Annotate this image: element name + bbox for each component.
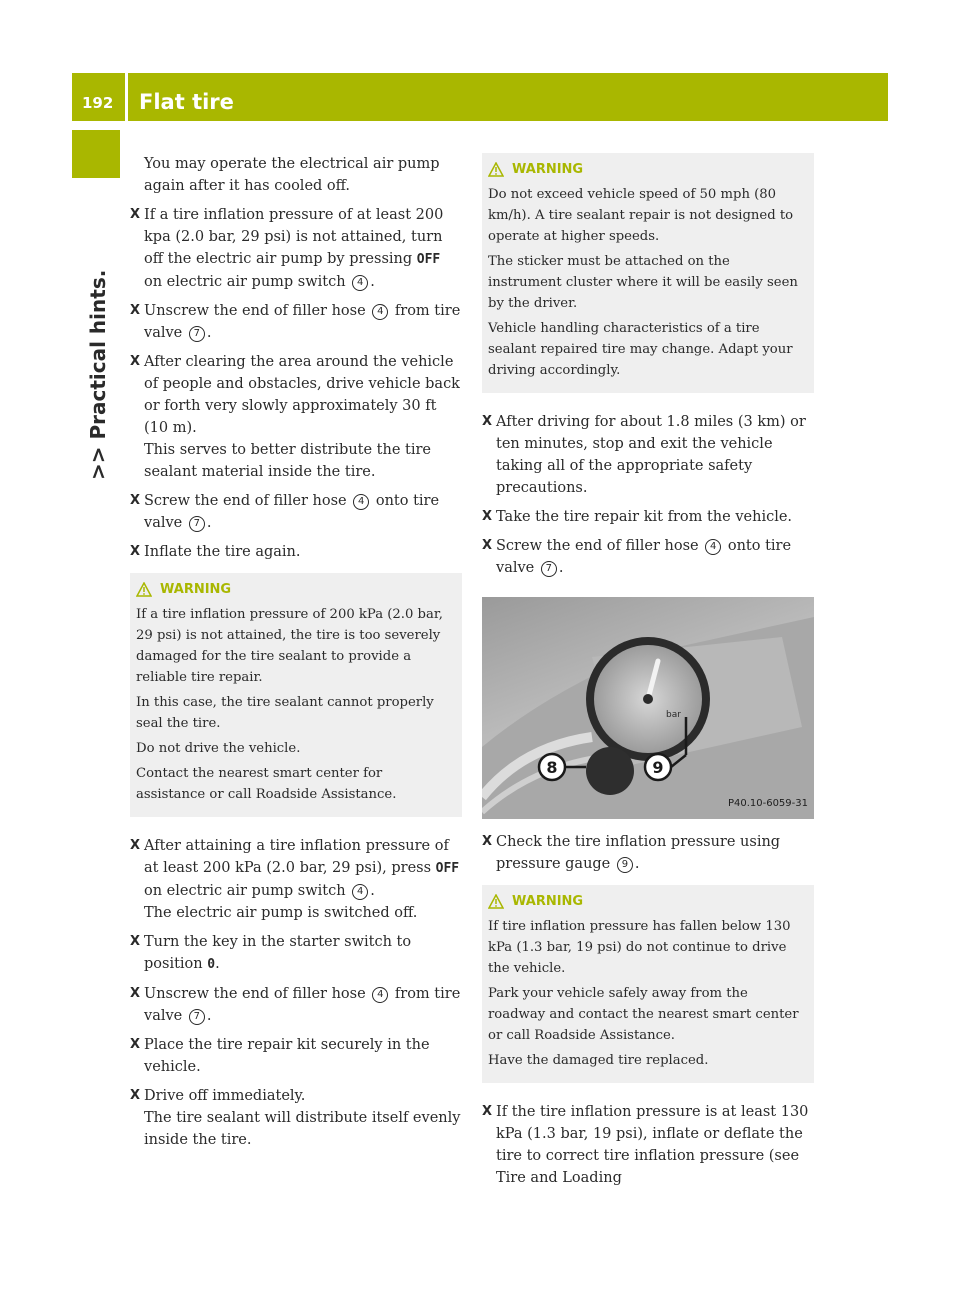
step: X Unscrew the end of filler hose 4 from tire valve 7 . [130, 300, 462, 344]
callout-ref: 4 [705, 539, 721, 555]
callout-ref: 7 [189, 1009, 205, 1025]
warning-text: If a tire inflation pressure of 200 kPa (2.0 bar, 29 psi) is not attained, the tire is too severely damaged for the tire sealant to provide a reliable tire repair. [136, 607, 443, 685]
callout-ref: 4 [372, 987, 388, 1003]
step: X After attaining a tire inflation pressure of at least 200 kPa (2.0 bar, 29 psi), press OFF on electric air pump switch 4 . The electric air pump is switched off. [130, 835, 462, 924]
callout-9: 9 [652, 758, 664, 777]
warning-heading: WARNING [488, 891, 806, 912]
warning-heading: WARNING [136, 579, 454, 600]
step: X Inflate the tire again. [130, 541, 462, 563]
page-title: Flat tire [139, 90, 234, 114]
step-arrow-icon: X [130, 303, 141, 318]
callout-ref: 9 [617, 857, 633, 873]
step: X After clearing the area around the vehicle of people and obstacles, drive vehicle back or forth very slowly approximately 30 ft (10 m). This serves to better distribute the tire sealant material inside the tire. [130, 351, 462, 483]
key-position: 0 [207, 957, 216, 972]
step-arrow-icon: X [130, 1088, 141, 1103]
step: X Screw the end of filler hose 4 onto tire valve 7 . [130, 490, 462, 534]
warning-box [130, 573, 462, 817]
step-arrow-icon: X [130, 544, 141, 559]
section-side-label: >> Practical hints. [86, 269, 110, 480]
warning-box [482, 885, 814, 1083]
warning-triangle-icon [488, 162, 504, 177]
warning-text: Park your vehicle safely away from the roadway and contact the nearest smart center or call Roadside Assistance. [488, 986, 799, 1043]
step: X Screw the end of filler hose 4 onto tire valve 7 . [482, 535, 814, 579]
callout-ref: 7 [189, 326, 205, 342]
warning-box [482, 153, 814, 393]
callout-8: 8 [546, 758, 558, 777]
step-arrow-icon: X [482, 538, 493, 553]
left-column [130, 153, 462, 1158]
header-divider [125, 73, 128, 121]
right-column [482, 153, 814, 1196]
warning-triangle-icon [488, 894, 504, 909]
callout-ref: 4 [352, 884, 368, 900]
warning-heading: WARNING [488, 159, 806, 180]
callout-ref: 7 [189, 516, 205, 532]
pressure-gauge-illustration [482, 597, 814, 819]
step: X Drive off immediately. The tire sealant will distribute itself evenly inside the tire. [130, 1085, 462, 1151]
step: X If a tire inflation pressure of at least 200 kpa (2.0 bar, 29 psi) is not attained, turn off the electric air pump by pressing OFF on electric air pump switch 4 . [130, 204, 462, 293]
gauge-unit-label: bar [666, 710, 681, 720]
step: X Unscrew the end of filler hose 4 from tire valve 7 . [130, 983, 462, 1027]
side-tab [72, 130, 120, 178]
step-arrow-icon: X [130, 207, 141, 222]
callout-ref: 7 [541, 561, 557, 577]
step: X After driving for about 1.8 miles (3 km) or ten minutes, stop and exit the vehicle taking all of the appropriate safety precautions. [482, 411, 814, 499]
step-note: The electric air pump is switched off. [144, 905, 418, 921]
warning-text: Have the damaged tire replaced. [488, 1053, 709, 1068]
step-arrow-icon: X [130, 354, 141, 369]
page-number: 192 [82, 94, 114, 112]
step: X Take the tire repair kit from the vehicle. [482, 506, 814, 528]
pump-switch [586, 747, 634, 795]
warning-text: In this case, the tire sealant cannot properly seal the tire. [136, 695, 434, 731]
callout-ref: 4 [352, 275, 368, 291]
warning-text: Do not exceed vehicle speed of 50 mph (80 km/h). A tire sealant repair is not designed to operate at higher speeds. [488, 187, 794, 244]
button-label-off: OFF [435, 861, 460, 876]
step-arrow-icon: X [482, 1104, 493, 1119]
step-arrow-icon: X [130, 934, 141, 949]
step-arrow-icon: X [130, 986, 141, 1001]
step: X Turn the key in the starter switch to position 0. [130, 931, 462, 976]
step: X Check the tire inflation pressure using pressure gauge 9 . [482, 831, 814, 875]
callout-ref: 4 [353, 494, 369, 510]
step-arrow-icon: X [482, 414, 493, 429]
callout-ref: 4 [372, 304, 388, 320]
warning-text: If tire inflation pressure has fallen below 130 kPa (1.3 bar, 19 psi) do not continue to drive the vehicle. [488, 919, 791, 976]
step-arrow-icon: X [482, 509, 493, 524]
warning-text: Contact the nearest smart center for assistance or call Roadside Assistance. [136, 766, 397, 802]
step: X If the tire inflation pressure is at least 130 kPa (1.3 bar, 19 psi), inflate or deflate the tire to correct tire inflation pressure (see Tire and Loading [482, 1101, 814, 1189]
step-note: This serves to better distribute the tire sealant material inside the tire. [144, 442, 432, 480]
warning-text: The sticker must be attached on the instrument cluster where it will be easily seen by the driver. [488, 254, 798, 311]
paragraph: You may operate the electrical air pump again after it has cooled off. [144, 156, 440, 194]
gauge-photo-drawing [482, 597, 814, 819]
step-arrow-icon: X [482, 834, 493, 849]
step-arrow-icon: X [130, 1037, 141, 1052]
figure-code: P40.10-6059-31 [727, 798, 808, 809]
warning-text: Vehicle handling characteristics of a tire sealant repaired tire may change. Adapt your driving accordingly. [488, 321, 793, 378]
warning-text: Do not drive the vehicle. [136, 741, 301, 756]
step-note: The tire sealant will distribute itself evenly inside the tire. [144, 1110, 461, 1148]
warning-triangle-icon [136, 582, 152, 597]
step: X Place the tire repair kit securely in the vehicle. [130, 1034, 462, 1078]
step-arrow-icon: X [130, 838, 141, 853]
button-label-off: OFF [416, 252, 441, 267]
step-arrow-icon: X [130, 493, 141, 508]
